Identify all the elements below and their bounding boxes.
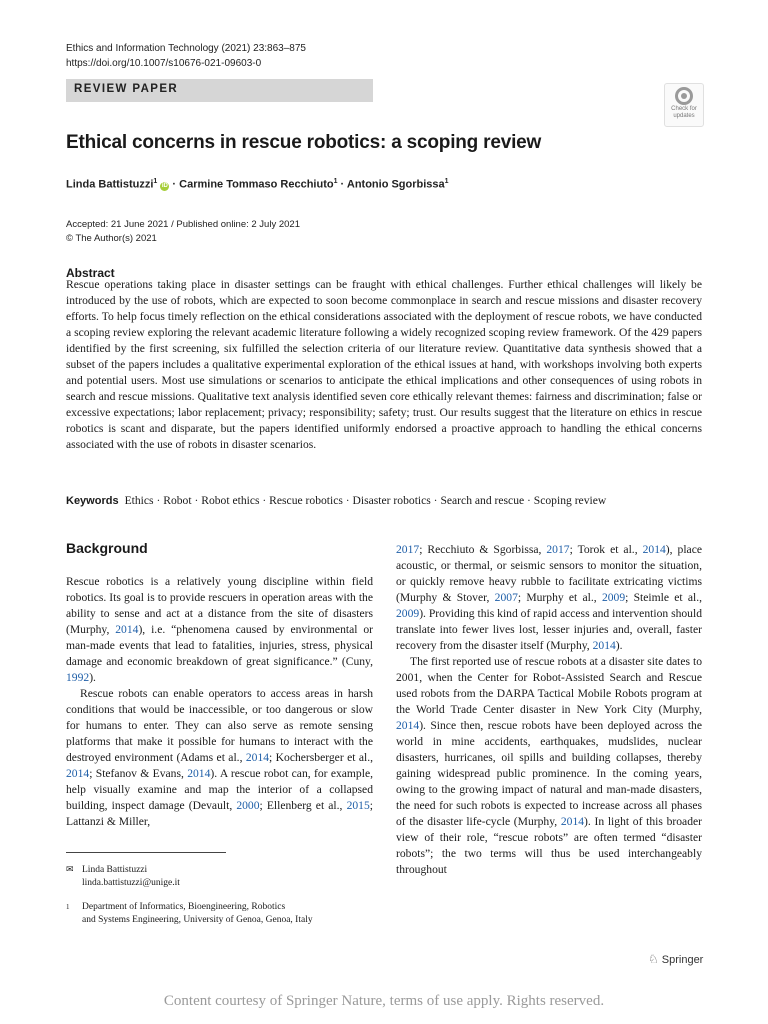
author-list (66, 178, 449, 191)
abstract-text: Rescue operations taking place in disaster settings can be fraught with ethical challenges. Further ethical challenges will likely be introduced by the use of robots, which are expected to soon become commonplace in search and rescue missions and disaster recovery efforts. To help focus timely reflection on the ethical considerations associated with the deployment of rescue robots, we have conducted a scoping review exploring the relevant academic literature following a widely recognized scoping review framework. Of the 429 papers identified by the first screening, six fulfilled the selection criteria of our literature review. Quantitative data synthesis showed that a subset of the papers includes a qualitative experimental exploration of the ethical issues at hand, with workshops involving both experts and potential users. Most use simulations or scenarios to anticipate the ethical implications and other consequences of using robots in search and rescue missions. Qualitative text analysis identified seven core ethically relevant themes: fairness and discrimination; false or excessive expectations; labor replacement; privacy; responsibility; safety; trust. Our results suggest that the literature on ethics in rescue robotics is scant and disparate, but the papers identified uniformly endorsed a proactive approach to handling the ethical concerns associated with the use of robots in disaster scenarios. (66, 278, 702, 451)
doi-link[interactable]: https://doi.org/10.1007/s10676-021-09603-0 (66, 58, 262, 69)
check-for-updates-badge[interactable] (664, 83, 704, 127)
body-paragraph: 2017; Recchiuto & Sgorbissa, 2017; Torok et al., 2014), place acoustic, or thermal, or seismic sensors to monitor the situation, or quickly remove heavy rubble to facilitate extricating victims (Murphy & Stover, 2007; Murphy et al., 2009; Steimle et al., 2009). Providing this kind of rapid access and intervention should translate into fewer lives lost, lesser injuries and, overall, faster recovery from the disaster itself (Murphy, 2014). (396, 543, 703, 652)
citation-link[interactable]: 2017 (546, 543, 570, 556)
keywords-list: Ethics · Robot · Robot ethics · Rescue robotics · Disaster robotics · Search and rescue · Scoping review (124, 494, 607, 507)
copyright-line: © The Author(s) 2021 (66, 233, 157, 244)
citation-link[interactable]: 2000 (236, 799, 260, 812)
corresponding-author (66, 863, 180, 890)
author-name[interactable]: Linda Battistuzzi (66, 178, 154, 191)
keywords (66, 493, 606, 509)
citation-link[interactable]: 2014 (66, 767, 90, 780)
courtesy-watermark: Content courtesy of Springer Nature, terms of use apply. Rights reserved. (163, 993, 605, 1009)
journal-header (66, 41, 306, 71)
publisher-logo (648, 952, 703, 966)
affiliation-line: and Systems Engineering, University of Genoa, Genoa, Italy (82, 915, 313, 925)
paper-type-label: REVIEW PAPER (74, 83, 179, 95)
affiliation-line: Department of Informatics, Bioengineering, Robotics (82, 902, 286, 912)
body-paragraph: Rescue robots can enable operators to access areas in harsh conditions that would be inaccessible, or too dangerous or slow for humans to enter. They can also serve as remote sensing platforms that make it possible for humans to interact with the destroyed environment (Adams et al., 2014; Kochersberger et al., 2014; Stefanov & Evans, 2014). A rescue robot can, for example, help visually examine and map the interior of a collapsed building, inspect damage (Devault, 2000; Ellenberg et al., 2015; Lattanzi & Miller, (66, 687, 373, 828)
citation-link[interactable]: 2014 (115, 623, 139, 636)
citation-link[interactable]: 2014 (592, 639, 616, 652)
orcid-icon[interactable]: iD (161, 182, 168, 189)
citation-link[interactable]: 2014 (245, 751, 270, 764)
author-name[interactable]: Antonio Sgorbissa (346, 178, 445, 191)
envelope-icon: ✉ (66, 864, 74, 874)
author-affiliation: 1 (444, 178, 449, 185)
body-paragraph: The first reported use of rescue robots at a disaster site dates to 2001, when the Center for Robot-Assisted Search and Rescue used robots from the DARPA Tactical Mobile Robots program at the World Trade Center disaster in New York City (Murphy, 2014). Since then, rescue robots have been deployed across the world in mine accidents, earthquakes, mudslides, nuclear disasters, hurricanes, oil spills and building collapses, thereby gaining widespread public prominence. In the coming years, owing to the growing impact of natural and man-made disasters, the need for such robots is expected to increase across all phases of the disaster life-cycle (Murphy, 2014). In light of this broader view of their role, “rescue robots” are often termed “disaster robots”; the two terms will thus be used interchangeably throughout (396, 655, 702, 876)
body-column-right (396, 542, 702, 878)
body-paragraph: Rescue robotics is a relatively young discipline within field robotics. Its goal is to provide rescuers in operation areas with the ability to sense and act at a distance from the site of disasters (Murphy, 2014), i.e. “phenomena caused by environmental or man-made events that lead to fatalities, injuries, stress, physical damage and economic breakdown of great significance.” (Cuny, 1992). (66, 575, 373, 684)
author-separator: · (337, 178, 347, 191)
footnote-divider (66, 852, 226, 853)
citation-link[interactable]: 2014 (560, 815, 585, 828)
springer-horse-icon: ♘ (648, 952, 659, 966)
citation-link[interactable]: 2009 (396, 607, 420, 620)
check-for-updates-icon (675, 87, 693, 105)
citation-link[interactable]: 2014 (187, 767, 211, 780)
author-affiliation: 1 (333, 178, 338, 185)
affiliation-number: 1 (66, 903, 70, 911)
citation-link[interactable]: 2014 (396, 719, 420, 732)
keywords-heading: Keywords (66, 495, 119, 507)
citation-link[interactable]: 2009 (601, 591, 626, 604)
updates-line1: Check for (671, 106, 697, 112)
citation-link[interactable]: 2015 (346, 799, 370, 812)
abstract-heading: Abstract (66, 266, 115, 280)
contact-email[interactable]: linda.battistuzzi@unige.it (82, 878, 180, 888)
author-affiliation: 1 (153, 178, 158, 185)
author-name[interactable]: Carmine Tommaso Recchiuto (179, 178, 334, 191)
author-separator: · (169, 178, 180, 191)
citation-link[interactable]: 2007 (494, 591, 518, 604)
journal-citation: Ethics and Information Technology (2021) 23:863–875 (66, 43, 306, 54)
citation-link[interactable]: 2014 (642, 543, 666, 556)
citation-link[interactable]: 1992 (66, 671, 90, 684)
updates-line2: updates (673, 112, 695, 119)
body-column-left (66, 574, 373, 830)
paper-title: Ethical concerns in rescue robotics: a scoping review (66, 132, 542, 153)
publisher-name: Springer (661, 954, 704, 966)
dates-line: Accepted: 21 June 2021 / Published online: 2 July 2021 (66, 219, 300, 230)
section-heading-background: Background (66, 540, 148, 556)
publication-dates (66, 218, 300, 246)
citation-link[interactable]: 2017 (396, 543, 420, 556)
contact-name: Linda Battistuzzi (82, 865, 148, 875)
affiliation-footnote (66, 901, 313, 927)
